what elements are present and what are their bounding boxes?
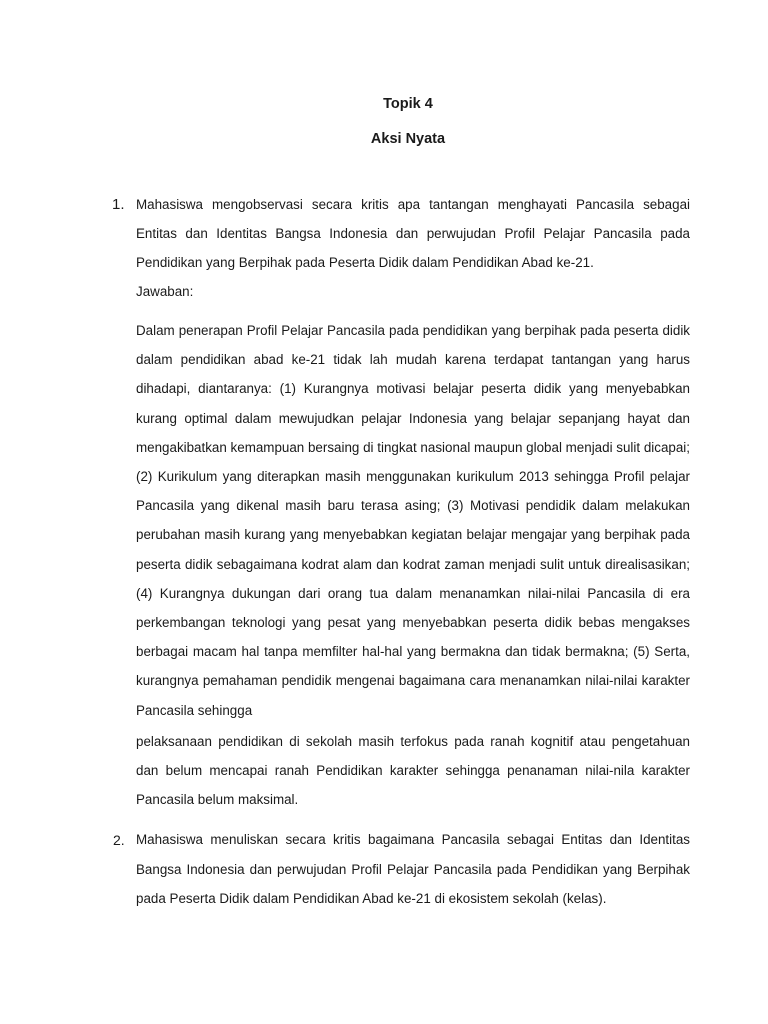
item-1-answer-label: Jawaban: [136,284,194,299]
item-1-answer-paragraph-1: Dalam penerapan Profil Pelajar Pancasila pada pendidikan yang berpihak pada peserta didik dalam pendidikan abad ke-21 tidak lah mudah karena terdapat tantangan yang harus dihadapi, diantaranya: (1) Kurangnya motivasi belajar peserta didik yang menyebabkan kurang optimal dalam mewujudkan pelajar Indonesia yang belajar sepanjang hayat dan mengakibatkan kemampuan bersaing di tingkat nasional maupun global menjadi sulit dicapai; (2) Kurikulum yang diterapkan masih menggunakan kurikulum 2013 sehingga Profil pelajar Pancasila yang dikenal masih baru terasa asing; (3) Motivasi pendidik dalam melakukan perubahan masih kurang yang menyebabkan kegiatan belajar mengajar yang berpihak pada peserta didik sebagaimana kodrat alam dan kodrat zaman menjadi sulit untuk direalisasikan; (4) Kurangnya dukungan dari orang tua dalam menanamkan nilai-nilai Pancasila di era perkembangan teknologi yang pesat yang menyebabkan peserta didik bebas mengakses berbagai macam hal tanpa memfilter hal-hal yang bermakna dan tidak bermakna; (5) Serta, kurangnya pemahaman pendidik mengenai bagaimana cara menanamkan nilai-nilai karakter Pancasila sehingga [136,323,690,718]
item-2-number: 2. [113,832,125,848]
document-subtitle: Aksi Nyata [370,131,446,147]
item-1-question: Mahasiswa mengobservasi secara kritis apa tantangan menghayati Pancasila sebagai Entitas dan Identitas Bangsa Indonesia dan perwujudan Profil Pelajar Pancasila pada Pendidikan yang Berpihak pada Peserta Didik dalam Pendidikan Abad ke-21. [136,197,690,271]
document-title: Topik 4 [383,96,433,112]
item-2-question: Mahasiswa menuliskan secara kritis bagaimana Pancasila sebagai Entitas dan Identitas Bangsa Indonesia dan perwujudan Profil Pelajar Pancasila pada Pendidikan yang Berpihak pada Peserta Didik dalam Pendidikan Abad ke-21 di ekosistem sekolah (kelas). [136,832,690,906]
item-1-answer-paragraph-2: pelaksanaan pendidikan di sekolah masih terfokus pada ranah kognitif atau pengetahuan dan belum mencapai ranah Pendidikan karakter sehingga penanaman nilai-nila karakter Pancasila belum maksimal. [136,734,690,808]
item-1-number: 1. [112,196,125,213]
